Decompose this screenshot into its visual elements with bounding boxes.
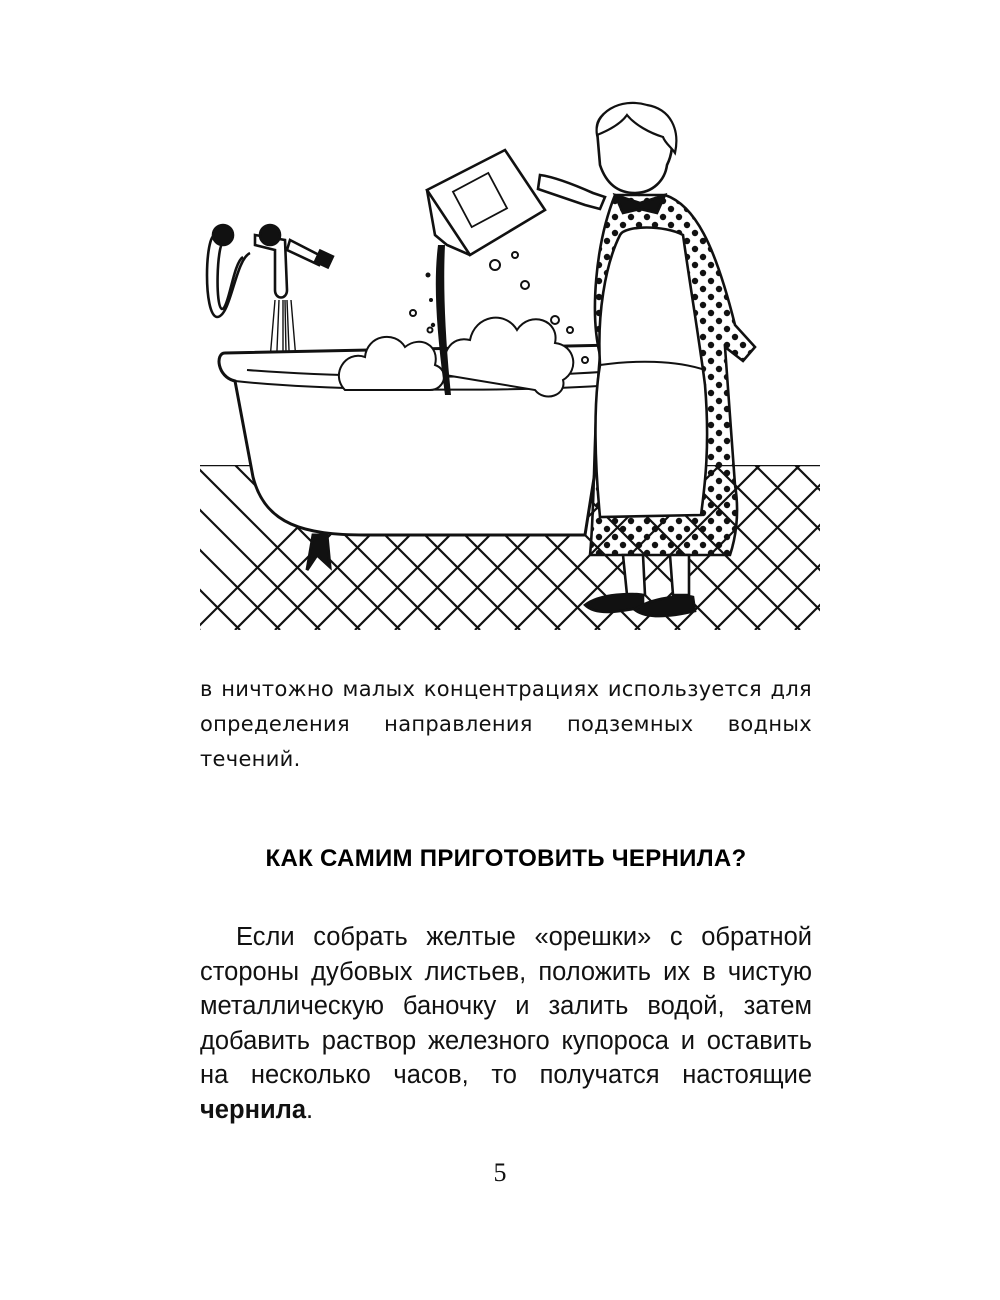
body-paragraph-start: Если собрать желтые «орешки» с обратной стороны дубовых листьев, положить их в чистую металлическую баночку и залить водой, затем добавить раствор железного купороса и оставить на несколько часов, то получатся настоящие [200,923,812,1089]
page-number: 5 [493,1158,507,1187]
continuation-paragraph: в ничтожно малых концентрациях используется для определения направления подземных водных течений. [200,677,812,771]
bottle [427,150,545,255]
bold-term-ink: чернила [200,1095,307,1124]
soap-foam [339,252,588,397]
illustration-woman-pouring-into-bathtub [195,85,825,635]
body-paragraph [200,920,812,1127]
body-paragraph-end: . [306,1095,314,1124]
section-heading: КАК САМИМ ПРИГОТОВИТЬ ЧЕРНИЛА? [265,845,747,872]
faucet [207,225,333,317]
